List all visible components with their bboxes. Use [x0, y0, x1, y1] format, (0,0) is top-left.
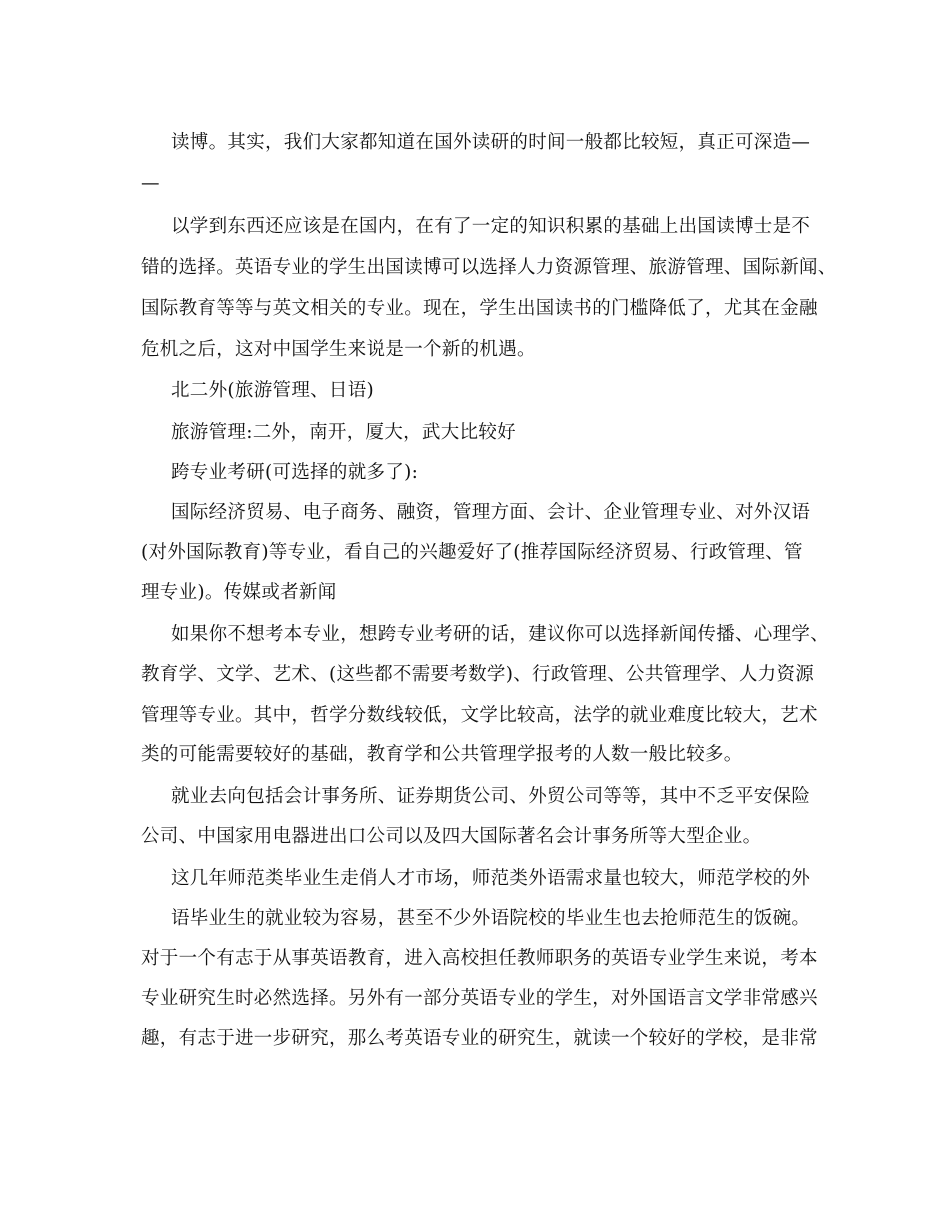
text-line: 管理等专业。其中，哲学分数线较低，文学比较高，法学的就业难度比较大，艺术	[141, 705, 818, 726]
text-line: 如果你不想考本专业，想跨专业考研的话，建议你可以选择新闻传播、心理学、	[171, 624, 830, 645]
text-line: 就业去向包括会计事务所、证券期货公司、外贸公司等等，其中不乏平安保险	[171, 786, 811, 807]
text-line: 理专业)。传媒或者新闻	[141, 582, 337, 603]
text-line: 国际经济贸易、电子商务、融资，管理方面、会计、企业管理专业、对外汉语	[171, 502, 811, 523]
text-line: 读博。其实，我们大家都知道在国外读研的时间一般都比较短，真正可深造—	[171, 132, 811, 153]
text-line: 这几年师范类毕业生走俏人才市场，师范类外语需求量也较大，师范学校的外	[171, 868, 811, 889]
text-line: 类的可能需要较好的基础，教育学和公共管理学报考的人数一般比较多。	[141, 744, 743, 765]
text-line: 公司、中国家用电器进出口公司以及四大国际著名会计事务所等大型企业。	[141, 826, 762, 847]
text-line: 错的选择。英语专业的学生出国读博可以选择人力资源管理、旅游管理、国际新闻、	[141, 257, 837, 278]
text-line: 跨专业考研(可选择的就多了):	[171, 462, 419, 483]
text-line: 专业研究生时必然选择。另外有一部分英语专业的学生，对外国语言文学非常感兴	[141, 988, 818, 1009]
text-line: 旅游管理:二外，南开，厦大，武大比较好	[171, 422, 516, 443]
text-line: 以学到东西还应该是在国内，在有了一定的知识积累的基础上出国读博士是不	[171, 216, 811, 237]
text-line: 对于一个有志于从事英语教育，进入高校担任教师职务的英语专业学生来说，考本	[141, 948, 818, 969]
text-line: 语毕业生的就业较为容易，甚至不少外语院校的毕业生也去抢师范生的饭碗。	[171, 908, 811, 929]
text-line: 北二外(旅游管理、日语)	[171, 380, 375, 401]
text-line: (对外国际教育)等专业，看自己的兴趣爱好了(推荐国际经济贸易、行政管理、管	[141, 542, 803, 563]
text-line: 教育学、文学、艺术、(这些都不需要考数学)、行政管理、公共管理学、人力资源	[141, 664, 815, 685]
text-line: —	[141, 173, 160, 194]
text-line: 趣，有志于进一步研究，那么考英语专业的研究生，就读一个较好的学校，是非常	[141, 1028, 818, 1049]
text-line: 危机之后，这对中国学生来说是一个新的机遇。	[141, 339, 536, 360]
text-line: 国际教育等等与英文相关的专业。现在，学生出国读书的门槛降低了，尤其在金融	[141, 298, 818, 319]
